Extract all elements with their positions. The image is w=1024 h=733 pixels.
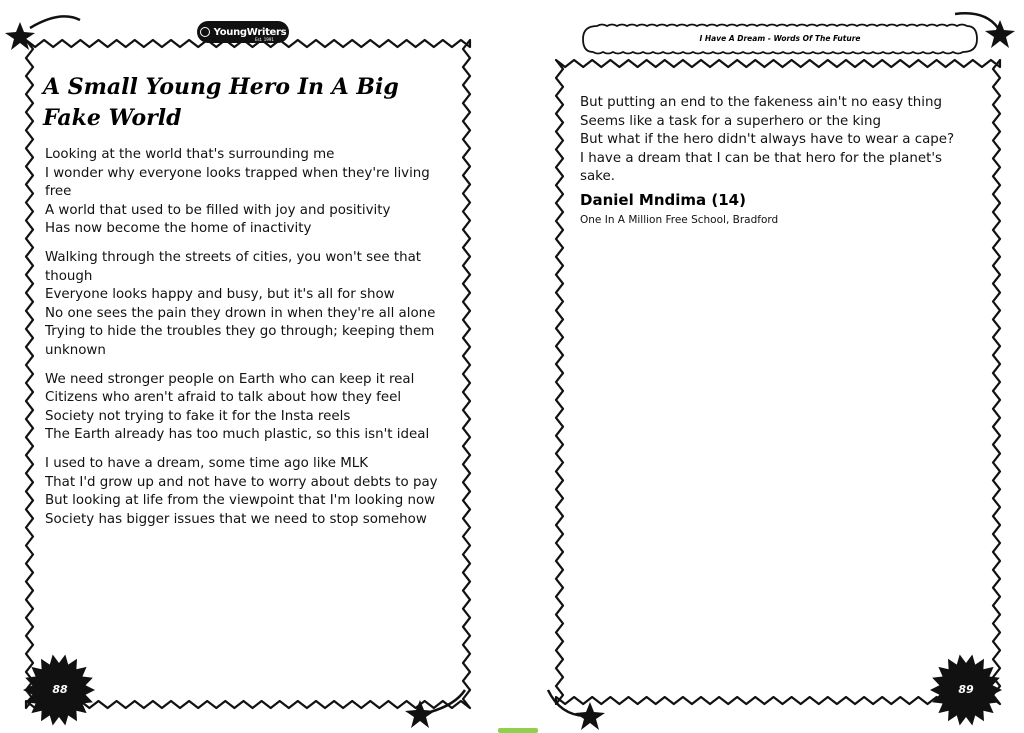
logo-est-text: Est. 1991: [255, 37, 274, 42]
binding-mark: [498, 728, 538, 733]
poem-line: Looking at the world that's surrounding me: [45, 147, 335, 162]
poem-stanza: [45, 455, 465, 529]
poem-line: I have a dream that I can be that hero for the planet's: [580, 150, 942, 166]
poem-line: The Earth already has too much plastic, so this isn't ideal: [45, 427, 430, 443]
right-poem-body: [580, 94, 980, 197]
poem-line: Citizens who aren't afraid to talk about how they feel: [45, 390, 402, 406]
poem-line: Seems like a task for a superhero or the king: [580, 113, 882, 129]
poem-line: I used to have a dream, some time ago like MLK: [45, 455, 369, 471]
poem-stanza: [580, 94, 980, 187]
poem-line: Walking through the streets of cities, you won't see that: [45, 249, 422, 265]
book-header-title: I Have A Dream - Words Of The Future: [699, 34, 861, 43]
author-name: Daniel Mndima (14): [580, 191, 746, 209]
page-number-left: 88: [52, 683, 68, 696]
poem-line: That I'd grow up and not have to worry about debts to pay: [45, 474, 438, 490]
globe-icon: [200, 27, 210, 37]
page-number-right: 89: [958, 683, 974, 696]
poem-line: But looking at life from the viewpoint that I'm looking now: [45, 493, 436, 509]
poem-line: No one sees the pain they drown in when they're all alone: [45, 305, 436, 321]
poem-stanza: [45, 146, 465, 239]
poem-line: But putting an end to the fakeness ain't no easy thing: [580, 95, 942, 110]
poem-line: A world that used to be filled with joy and positivity: [45, 202, 391, 218]
logo-text: YoungWriters: [213, 26, 287, 38]
poem-line: Trying to hide the troubles they go through; keeping them: [45, 324, 435, 340]
poem-line: Everyone looks happy and busy, but it's all for show: [45, 287, 395, 303]
left-poem-body: [45, 146, 465, 539]
poem-line: though: [45, 268, 93, 284]
poem-line: unknown: [45, 342, 106, 358]
poem-line: I wonder why everyone looks trapped when they're living: [45, 165, 430, 181]
school-name: One In A Million Free School, Bradford: [580, 214, 779, 226]
poem-line: We need stronger people on Earth who can keep it real: [45, 371, 415, 387]
poem-stanza: [45, 371, 465, 445]
poem-line: sake.: [580, 169, 615, 185]
swoosh-line: [30, 16, 80, 28]
poem-stanza: [45, 249, 465, 361]
poem-line: Society has bigger issues that we need to stop somehow: [45, 511, 427, 527]
poem-line: But what if the hero didn't always have to wear a cape?: [580, 132, 955, 148]
poem-line: Society not trying to fake it for the Insta reels: [45, 408, 351, 424]
poem-title: A Small Young Hero In A Big Fake World: [43, 74, 399, 131]
young-writers-logo: [197, 21, 289, 43]
star-icon: [985, 20, 1015, 48]
poem-line: Has now become the home of inactivity: [45, 221, 312, 237]
poem-line: free: [45, 184, 72, 200]
